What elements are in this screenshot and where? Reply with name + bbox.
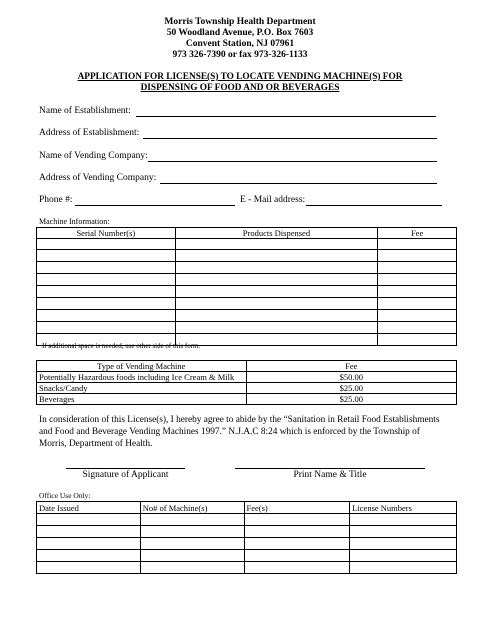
department-name: Morris Township Health Department <box>164 17 316 27</box>
table-row <box>37 239 457 250</box>
form-title-line2: DISPENSING OF FOOD AND OR BEVERAGES <box>140 83 340 93</box>
table-cell[interactable] <box>140 538 244 550</box>
table-cell[interactable] <box>350 562 457 574</box>
establishment-address-label: Address of Establishment: <box>39 128 140 138</box>
column-header-date-issued: Date Issued <box>37 502 141 514</box>
table-cell[interactable] <box>350 526 457 538</box>
table-cell[interactable] <box>244 526 350 538</box>
table-cell[interactable] <box>140 526 244 538</box>
form-title <box>60 72 420 94</box>
table-cell[interactable] <box>37 550 141 562</box>
phone-label: Phone #: <box>39 195 73 205</box>
table-cell[interactable] <box>37 298 176 310</box>
table-cell[interactable] <box>378 298 457 310</box>
table-cell[interactable] <box>378 334 457 346</box>
table-row <box>37 262 457 274</box>
table-row <box>37 562 457 574</box>
machine-type-cell: Snacks/Candy <box>37 383 247 394</box>
table-cell[interactable] <box>37 239 176 250</box>
email-field[interactable] <box>306 205 442 206</box>
table-cell[interactable] <box>175 286 377 298</box>
column-header-fees: Fee(s) <box>244 502 350 514</box>
form-title-line1: APPLICATION FOR LICENSE(S) TO LOCATE VENDING MACHINE(S) FOR <box>77 72 403 82</box>
table-row <box>37 383 457 394</box>
table-row <box>37 298 457 310</box>
table-cell[interactable] <box>140 562 244 574</box>
table-cell[interactable] <box>37 250 176 262</box>
table-cell[interactable] <box>37 262 176 274</box>
table-cell[interactable] <box>378 322 457 334</box>
phone-field[interactable] <box>75 205 235 206</box>
establishment-address-field[interactable] <box>143 138 437 139</box>
table-cell[interactable] <box>37 274 176 286</box>
email-label: E - Mail address: <box>240 195 306 205</box>
table-cell[interactable] <box>37 322 176 334</box>
column-header-products: Products Dispensed <box>175 228 377 239</box>
machine-info-label: Machine Information: <box>39 217 110 226</box>
table-row <box>37 310 457 322</box>
column-header-machine-type: Type of Vending Machine <box>37 361 247 372</box>
table-cell[interactable] <box>378 262 457 274</box>
table-row <box>37 286 457 298</box>
vending-company-name-field[interactable] <box>148 161 437 162</box>
machine-type-cell: Potentially Hazardous foods including Ice Cream & Milk <box>37 372 247 383</box>
establishment-name-label: Name of Establishment: <box>39 106 131 116</box>
table-row <box>37 250 457 262</box>
department-phone: 973 326-7390 or fax 973-326-1133 <box>172 50 308 60</box>
table-cell[interactable] <box>175 239 377 250</box>
table-cell[interactable] <box>378 250 457 262</box>
table-cell[interactable] <box>244 514 350 526</box>
table-cell[interactable] <box>140 514 244 526</box>
vending-company-address-label: Address of Vending Company: <box>39 173 157 183</box>
vending-company-address-field[interactable] <box>160 183 437 184</box>
department-address: 50 Woodland Avenue, P.O. Box 7603 <box>166 28 314 38</box>
table-row <box>37 550 457 562</box>
fee-table <box>36 360 457 405</box>
table-cell[interactable] <box>37 286 176 298</box>
print-name-label: Print Name & Title <box>293 470 367 480</box>
machine-type-cell: Beverages <box>37 394 247 405</box>
column-header-serial: Serial Number(s) <box>37 228 176 239</box>
fee-cell: $25.00 <box>246 394 456 405</box>
fee-cell: $25.00 <box>246 383 456 394</box>
table-row <box>37 526 457 538</box>
column-header-fee: Fee <box>246 361 456 372</box>
table-cell[interactable] <box>350 538 457 550</box>
column-header-machines: No# of Machine(s) <box>140 502 244 514</box>
table-cell[interactable] <box>244 550 350 562</box>
establishment-name-field[interactable] <box>136 116 436 117</box>
print-name-line[interactable] <box>235 468 425 469</box>
table-cell[interactable] <box>244 562 350 574</box>
table-cell[interactable] <box>175 262 377 274</box>
table-row <box>37 394 457 405</box>
table-cell[interactable] <box>175 274 377 286</box>
office-use-table <box>36 501 457 574</box>
table-cell[interactable] <box>175 310 377 322</box>
table-cell[interactable] <box>378 310 457 322</box>
column-header-license-numbers: License Numbers <box>350 502 457 514</box>
table-row <box>37 372 457 383</box>
table-cell[interactable] <box>37 310 176 322</box>
fee-cell: $50.00 <box>246 372 456 383</box>
table-row <box>37 538 457 550</box>
table-cell[interactable] <box>37 526 141 538</box>
office-use-label: Office Use Only: <box>39 491 91 500</box>
table-cell[interactable] <box>378 239 457 250</box>
column-header-fee: Fee <box>378 228 457 239</box>
table-cell[interactable] <box>37 562 141 574</box>
department-city: Convent Station, NJ 07961 <box>185 39 295 49</box>
table-cell[interactable] <box>37 514 141 526</box>
table-cell[interactable] <box>350 514 457 526</box>
table-cell[interactable] <box>140 550 244 562</box>
table-cell[interactable] <box>350 550 457 562</box>
vending-company-name-label: Name of Vending Company: <box>39 151 148 161</box>
table-cell[interactable] <box>175 322 377 334</box>
table-cell[interactable] <box>37 538 141 550</box>
table-cell[interactable] <box>175 334 377 346</box>
table-row <box>37 274 457 286</box>
signature-line[interactable] <box>66 468 185 469</box>
table-cell[interactable] <box>378 286 457 298</box>
agreement-paragraph: In consideration of this License(s), I hereby agree to abide by the “Sanitation in Retail Food Establishments and Food and Beverage Vending Machines 1997.” N.J.A.C 8:24 which is enforced by the Township of Morris, Department of Health. <box>39 415 440 449</box>
table-cell[interactable] <box>175 298 377 310</box>
table-cell[interactable] <box>378 274 457 286</box>
table-cell[interactable] <box>175 250 377 262</box>
machine-info-table <box>36 227 457 346</box>
table-cell[interactable] <box>244 538 350 550</box>
table-row <box>37 322 457 334</box>
additional-space-note: If additional space is needed, use other side of this form. <box>42 342 201 350</box>
table-row <box>37 514 457 526</box>
signature-label: Signature of Applicant <box>82 470 169 480</box>
